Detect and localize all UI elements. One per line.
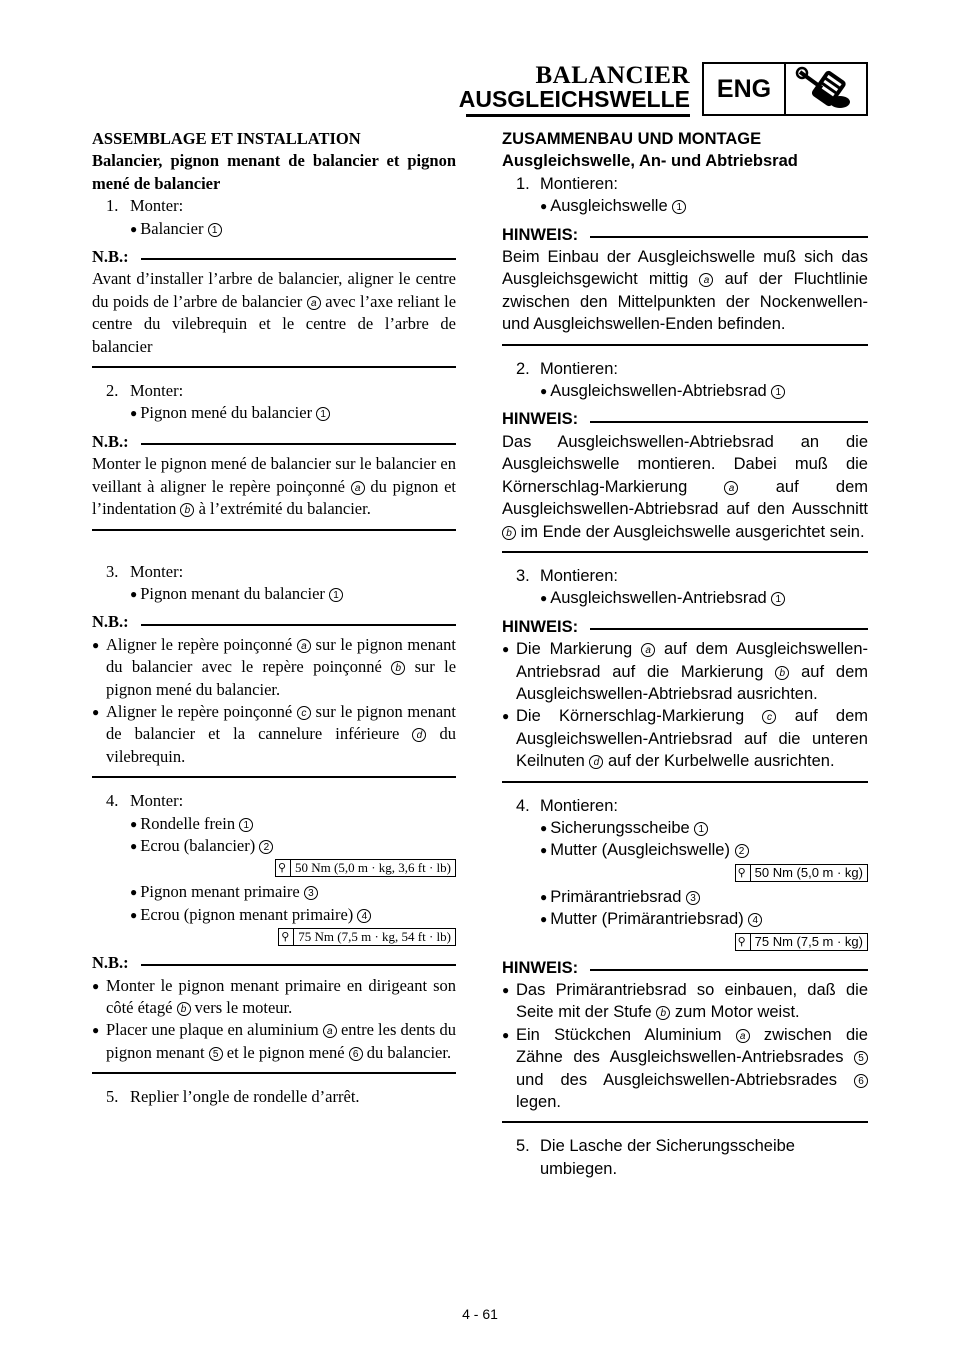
- step-item: ● Mutter (Ausgleichswelle) 2: [502, 839, 868, 861]
- torque-wrench-icon: ⚲: [278, 860, 291, 876]
- step-item: ● Pignon mené du balancier 1: [92, 402, 456, 424]
- note: N.B.: Monter le pignon mené de balancier sur le balancier en veillant à aligner le repère poinçonné a du pignon et l’indentation b à l’extrémité du balancier.: [92, 431, 456, 531]
- header-title-de: AUSGLEICHSWELLE: [458, 86, 690, 112]
- step-3: 3. Monter:: [106, 561, 184, 581]
- step-item: ● Ecrou (balancier) 2: [92, 835, 456, 857]
- note: N.B.: Avant d’installer l’arbre de balancier, aligner le centre du poids de l’arbre de balancier a avec l’axe reliant le centre du vilebrequin et le centre de l’arbre de balancier: [92, 246, 456, 368]
- torque-spec: ⚲ 50 Nm (5,0 m · kg): [502, 864, 868, 882]
- step-item: ● Pignon menant du balancier 1: [92, 583, 456, 605]
- section-subheading: Balancier, pignon menant de balancier et pignon mené de balancier: [92, 151, 456, 193]
- note: HINWEIS: Das Ausgleichswellen-Abtriebsrad an die Ausgleichswelle montieren. Dabei muß die Körnerschlag-Markierung a auf dem Ausgleichswellen-Abtriebsrad auf den Ausschnitt b im Ende der Ausgleichswelle ausgerichtet sein.: [502, 408, 868, 552]
- step-item: ● Ausgleichswellen-Antriebsrad 1: [502, 587, 868, 609]
- note: N.B.: ● Monter le pignon menant primaire en dirigeant son côté étagé b vers le moteur. ● Placer une plaque en aluminium a entre les dents du pignon menant 5 et le pignon mené 6 du balancier.: [92, 952, 456, 1074]
- torque-wrench-icon: ⚲: [738, 934, 751, 950]
- step-item: ● Mutter (Primärantriebsrad) 4: [502, 908, 868, 930]
- step-3: 3. Montieren:: [516, 566, 618, 585]
- page-number: 4 - 61: [462, 1306, 498, 1322]
- section-heading: ASSEMBLAGE ET INSTALLATION: [92, 129, 361, 148]
- engine-wrench-icon: [786, 64, 866, 114]
- torque-wrench-icon: ⚲: [281, 929, 294, 945]
- torque-spec: ⚲ 75 Nm (7,5 m · kg, 54 ft · lb): [92, 928, 456, 946]
- step-1: 1. Montieren:: [516, 174, 618, 193]
- german-column: [502, 128, 868, 1180]
- torque-wrench-icon: ⚲: [738, 865, 751, 881]
- step-item: ● Rondelle frein 1: [92, 813, 456, 835]
- french-column: [92, 128, 456, 1109]
- section-heading: ZUSAMMENBAU UND MONTAGE: [502, 130, 762, 148]
- note: HINWEIS: ● Die Markierung a auf dem Ausgleichswellen-Antriebsrad auf die Markierung b auf dem Ausgleichswellen-Abtriebsrad ausrichten. ● Die Körnerschlag-Markierung c auf dem Ausgleichswellen-Antriebsrad auf die unteren Keilnuten d auf der Kurbelwelle ausrichten.: [502, 616, 868, 783]
- torque-spec: ⚲ 75 Nm (7,5 m · kg): [502, 933, 868, 951]
- step-item: ● Primärantriebsrad 3: [502, 886, 868, 908]
- step-5: 5. Die Lasche der Sicherungsscheibe umbiegen.: [516, 1137, 795, 1178]
- section-badge: [702, 62, 868, 116]
- header-rule: [466, 114, 690, 117]
- step-item: ● Ausgleichswellen-Abtriebsrad 1: [502, 380, 868, 402]
- note: HINWEIS: Beim Einbau der Ausgleichswelle muß sich das Ausgleichsgewicht mittig a auf der Fluchtlinie zwischen den Mittelpunkten der Nockenwellen- und Ausgleichswellen-Enden befinden.: [502, 224, 868, 346]
- note: N.B.: ● Aligner le repère poinçonné a sur le pignon menant du balancier avec le repère poinçonné b sur le pignon mené du balancier. ● Aligner le repère poinçonné c sur le pignon menant de balancier et la cannelure inférieure d du vilebrequin.: [92, 611, 456, 778]
- step-item: ● Ecrou (pignon menant primaire) 4: [92, 904, 456, 926]
- step-item: ● Pignon menant primaire 3: [92, 881, 456, 903]
- eng-label: ENG: [704, 64, 786, 114]
- step-2: 2. Montieren:: [516, 359, 618, 378]
- step-4: 4. Montieren:: [516, 796, 618, 815]
- header-title-fr: BALANCIER: [535, 62, 690, 89]
- torque-spec: ⚲ 50 Nm (5,0 m · kg, 3,6 ft · lb): [92, 859, 456, 877]
- note: HINWEIS: ● Das Primärantriebsrad so einbauen, daß die Seite mit der Stufe b zum Motor weist. ● Ein Stückchen Aluminium a zwischen die Zähne des Ausgleichswellen-Antriebsrades 5 und des Ausgleichswellen-Abtriebsrades 6 legen.: [502, 957, 868, 1124]
- page-header: [458, 62, 868, 118]
- step-1: 1. Monter:: [106, 196, 184, 216]
- step-2: 2. Monter:: [106, 381, 184, 401]
- step-item: ● Balancier 1: [92, 218, 456, 240]
- step-item: ● Ausgleichswelle 1: [502, 195, 868, 217]
- step-item: ● Sicherungsscheibe 1: [502, 817, 868, 839]
- step-5: 5. Replier l’ongle de rondelle d’arrêt.: [106, 1087, 360, 1107]
- step-4: 4. Monter:: [106, 791, 184, 811]
- section-subheading: Ausgleichswelle, An- und Abtriebsrad: [502, 152, 798, 171]
